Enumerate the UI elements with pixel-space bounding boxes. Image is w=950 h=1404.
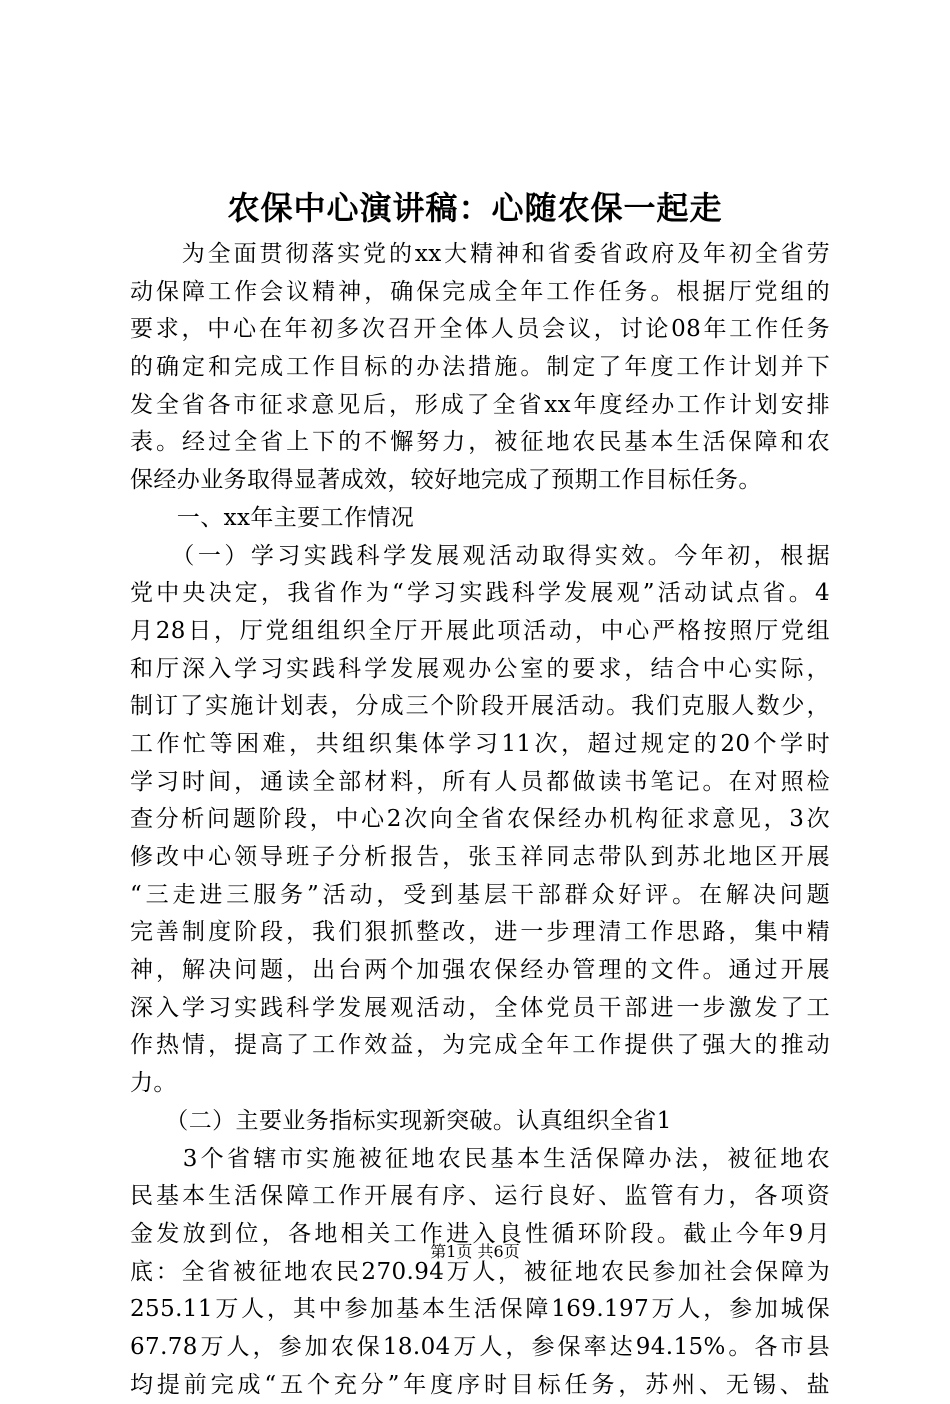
body-text-line: 为全面贯彻落实党的xx大精神和省委省政府及年初全省劳 [130, 241, 830, 267]
body-text-line: 完善制度阶段，我们狠抓整改，进一步理清工作思路，集中精 [130, 919, 830, 946]
body-text-line: 金发放到位，各地相关工作进入良性循环阶段。截止今年9月 [130, 1220, 830, 1247]
body-text-line: （一）学习实践科学发展观活动取得实效。今年初，根据 [130, 542, 830, 569]
body-text-line: 作热情，提高了工作效益，为完成全年工作提供了强大的推动 [130, 1032, 830, 1059]
body-text-line: “三走进三服务”活动，受到基层干部群众好评。在解决问题 [130, 881, 830, 908]
body-text-line: 一、xx年主要工作情况 [130, 504, 415, 531]
body-text-line: 底：全省被征地农民270.94万人，被征地农民参加社会保障为 [130, 1258, 830, 1285]
body-text-line: （二）主要业务指标实现新突破。认真组织全省1 [130, 1107, 672, 1134]
body-text-line: 深入学习实践科学发展观活动，全体党员干部进一步激发了工 [130, 994, 830, 1021]
body-text-line: 表。经过全省上下的不懈努力，被征地农民基本生活保障和农 [130, 429, 830, 456]
document-title: 农保中心演讲稿：心随农保一起走 [227, 189, 723, 227]
body-text-line: 255.11万人，其中参加基本生活保障169.197万人，参加城保 [130, 1296, 830, 1323]
body-text-line: 和厅深入学习实践科学发展观办公室的要求，结合中心实际， [130, 655, 830, 682]
body-text-line: 修改中心领导班子分析报告，张玉祥同志带队到苏北地区开展 [130, 844, 830, 870]
body-text-line: 动保障工作会议精神，确保完成全年工作任务。根据厅党组的 [130, 278, 830, 305]
body-text-line: 力。 [130, 1070, 177, 1097]
body-text-line: 查分析问题阶段，中心2次向全省农保经办机构征求意见，3次 [130, 806, 830, 833]
body-text-line: 神，解决问题，出台两个加强农保经办管理的文件。通过开展 [130, 957, 830, 984]
body-text-line: 民基本生活保障工作开展有序、运行良好、监管有力，各项资 [130, 1183, 830, 1210]
body-text-line: 的确定和完成工作目标的办法措施。制定了年度工作计划并下 [130, 354, 830, 381]
body-text-line: 3个省辖市实施被征地农民基本生活保障办法，被征地农 [130, 1145, 830, 1172]
body-text-line: 工作忙等困难，共组织集体学习11次，超过规定的20个学时 [130, 730, 830, 757]
body-text-line: 67.78万人，参加农保18.04万人，参保率达94.15%。各市县 [130, 1333, 830, 1360]
page-footer: 第1页 共6页 [430, 1242, 520, 1261]
body-text-line: 制订了实施计划表，分成三个阶段开展活动。我们克服人数少， [130, 693, 830, 720]
body-text-line: 要求，中心在年初多次召开全体人员会议，讨论08年工作任务 [130, 316, 830, 343]
body-text-line: 学习时间，通读全部材料，所有人员都做读书笔记。在对照检 [130, 768, 830, 795]
body-text-line: 月28日，厅党组组织全厅开展此项活动，中心严格按照厅党组 [130, 617, 830, 644]
document-body [130, 236, 830, 1404]
body-text-line: 党中央决定，我省作为“学习实践科学发展观”活动试点省。4 [130, 580, 830, 607]
body-text-line: 发全省各市征求意见后，形成了全省xx年度经办工作计划安排 [130, 391, 830, 418]
body-text-line: 保经办业务取得显著成效，较好地完成了预期工作目标任务。 [130, 467, 762, 494]
body-text-line: 均提前完成“五个充分”年度序时目标任务，苏州、无锡、盐 [130, 1371, 830, 1398]
